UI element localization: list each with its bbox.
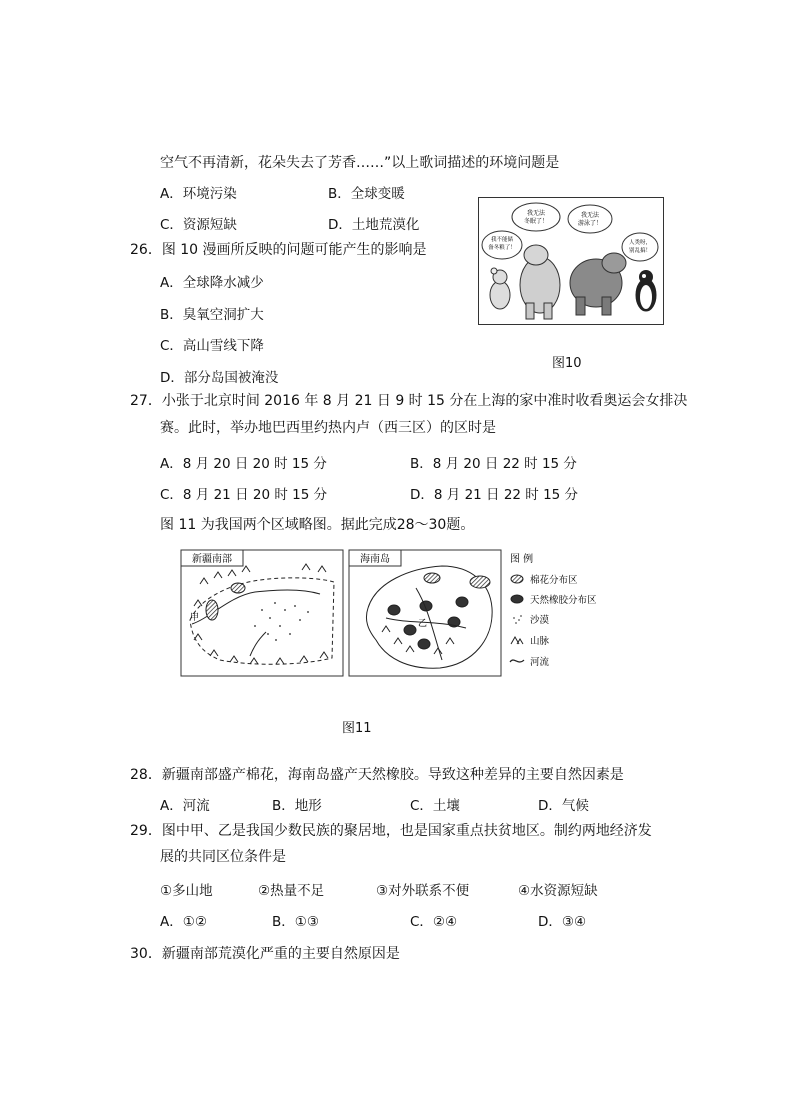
q28-option-b: B．地形 (272, 798, 322, 814)
legend-desert: 沙漠 (530, 615, 550, 626)
legend-cotton: 棉花分布区 (530, 575, 578, 586)
legend-mountain: 山脉 (530, 636, 550, 647)
q30-stem: 30．新疆南部荒漠化严重的主要自然原因是 (130, 946, 400, 962)
q28-option-d: D．气候 (538, 798, 589, 814)
q29-condition-2: ②热量不足 (258, 883, 325, 899)
q27-option-c: C．8 月 21 日 20 时 15 分 (160, 487, 328, 503)
q26-stem: 26．图 10 漫画所反映的问题可能产生的影响是 (130, 242, 427, 258)
q28-option-a: A．河流 (160, 798, 210, 814)
q26-option-a: A．全球降水减少 (160, 275, 264, 291)
label-yi: 乙 (418, 619, 428, 629)
legend-title: 图 例 (510, 554, 534, 565)
q29-option-a: A．①② (160, 914, 207, 930)
svg-text:备冬粮了！: 备冬粮了！ (488, 245, 516, 251)
q27-option-d: D．8 月 21 日 22 时 15 分 (410, 487, 579, 503)
q27-stem-line1: 27．小张于北京时间 2016 年 8 月 21 日 9 时 15 分在上海的家中准时收看奥运会女排决 (130, 393, 688, 409)
q29-stem-line2: 展的共同区位条件是 (160, 849, 286, 865)
svg-text:游泳了！: 游泳了！ (577, 220, 603, 227)
q29-condition-4: ④水资源短缺 (518, 883, 598, 899)
legend-rubber: 天然橡胶分布区 (530, 595, 597, 606)
figure11-caption: 图11 (342, 721, 372, 736)
panel-left-title: 新疆南部 (192, 554, 232, 565)
q28-stem: 28．新疆南部盛产棉花，海南岛盛产天然橡胶。导致这种差异的主要自然因素是 (130, 767, 624, 783)
bubble-text-4: 人类呀， (628, 240, 652, 246)
figure10-cartoon (478, 197, 664, 325)
q25-stem-tail: 空气不再清新，花朵失去了芳香……”以上歌词描述的环境问题是 (160, 155, 560, 171)
q28-option-c: C．土壤 (410, 798, 460, 814)
q26-option-c: C．高山雪线下降 (160, 338, 264, 354)
q29-option-c: C．②④ (410, 914, 458, 930)
figure10-caption: 图10 (552, 356, 582, 371)
bubble-text-1: 我无法 (526, 210, 546, 217)
q29-option-b: B．①③ (272, 914, 319, 930)
q25-option-c: C．资源短缺 (160, 217, 237, 233)
q25-option-d: D．土地荒漠化 (328, 217, 420, 233)
bubble-text-3: 我不能储 (490, 237, 514, 243)
q29-condition-1: ①多山地 (160, 883, 213, 899)
q29-option-d: D．③④ (538, 914, 587, 930)
figure11-map (180, 548, 610, 680)
intro-28-30: 图 11 为我国两个区域略图。据此完成28～30题。 (160, 517, 475, 533)
q27-option-a: A．8 月 20 日 20 时 15 分 (160, 456, 327, 472)
q27-stem-line2: 赛。此时，举办地巴西里约热内卢（西三区）的区时是 (160, 420, 496, 436)
q25-option-a: A．环境污染 (160, 186, 237, 202)
q25-option-b: B．全球变暖 (328, 186, 405, 202)
q26-option-b: B．臭氧空洞扩大 (160, 307, 264, 323)
q27-option-b: B．8 月 20 日 22 时 15 分 (410, 456, 577, 472)
label-jia: 甲 (190, 613, 200, 623)
legend-river: 河流 (530, 657, 550, 668)
q29-stem-line1: 29．图中甲、乙是我国少数民族的聚居地，也是国家重点扶贫地区。制约两地经济发 (130, 823, 652, 839)
panel-right-title: 海南岛 (360, 554, 390, 565)
q29-condition-3: ③对外联系不便 (376, 883, 470, 899)
svg-text:冬眠了！: 冬眠了！ (523, 218, 549, 225)
q26-option-d: D．部分岛国被淹没 (160, 370, 279, 386)
bubble-text-2: 我无法 (580, 212, 600, 219)
svg-text:别乱搞！: 别乱搞！ (628, 248, 652, 254)
